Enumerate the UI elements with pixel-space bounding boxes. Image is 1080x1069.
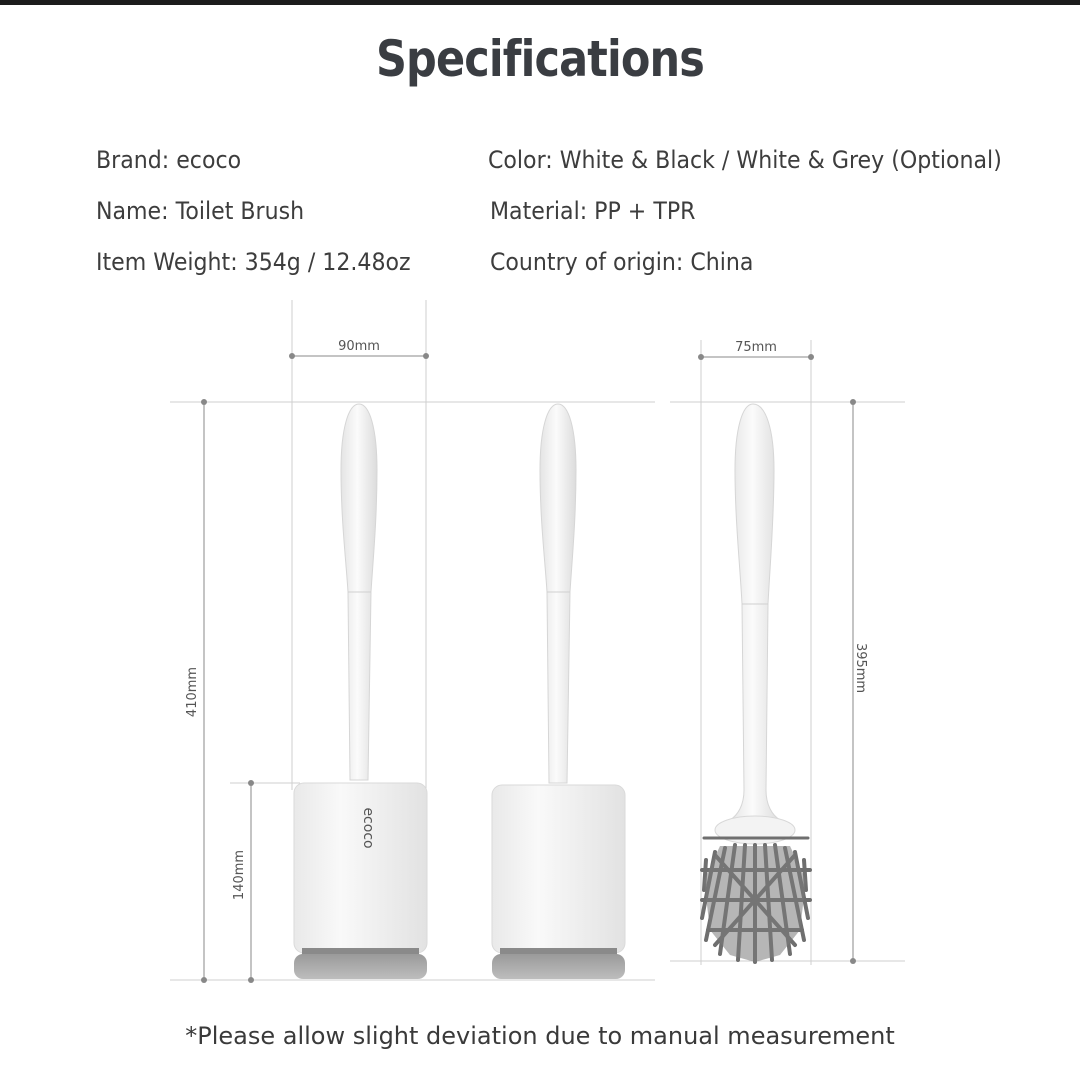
spec-brand: Brand: ecoco <box>96 146 242 174</box>
label-total-height: 410mm <box>185 666 200 718</box>
product-rear-view <box>492 404 625 979</box>
holder-body <box>492 785 625 953</box>
spec-name: Name: Toilet Brush <box>96 197 305 225</box>
measurement-note: *Please allow slight deviation due to manual measurement <box>185 1022 895 1050</box>
spec-material: Material: PP + TPR <box>490 197 696 225</box>
brush-cap <box>715 816 795 844</box>
label-holder-height: 140mm <box>232 849 247 901</box>
product-brush-only <box>702 404 810 962</box>
dimension-holder-width <box>289 339 429 359</box>
page-title: Specifications <box>375 30 705 88</box>
product-front-view <box>294 404 427 979</box>
label-brush-width: 75mm <box>735 340 777 355</box>
ecoco-logo-text: ecoco <box>360 807 376 849</box>
brush-handle <box>540 404 576 783</box>
spec-item-weight: Item Weight: 354g / 12.48oz <box>96 248 411 276</box>
dimension-total-height <box>185 399 207 983</box>
holder-base <box>492 954 625 979</box>
label-brush-length: 395mm <box>853 642 868 694</box>
spec-country-of-origin: Country of origin: China <box>490 248 754 276</box>
dimension-holder-height <box>232 780 254 983</box>
dimension-brush-length <box>850 399 868 964</box>
brush-handle <box>730 404 780 820</box>
spec-color: Color: White & Black / White & Grey (Optional) <box>488 146 1002 174</box>
label-holder-width: 90mm <box>338 339 380 354</box>
holder-base <box>294 954 427 979</box>
dimension-brush-width <box>698 340 814 360</box>
